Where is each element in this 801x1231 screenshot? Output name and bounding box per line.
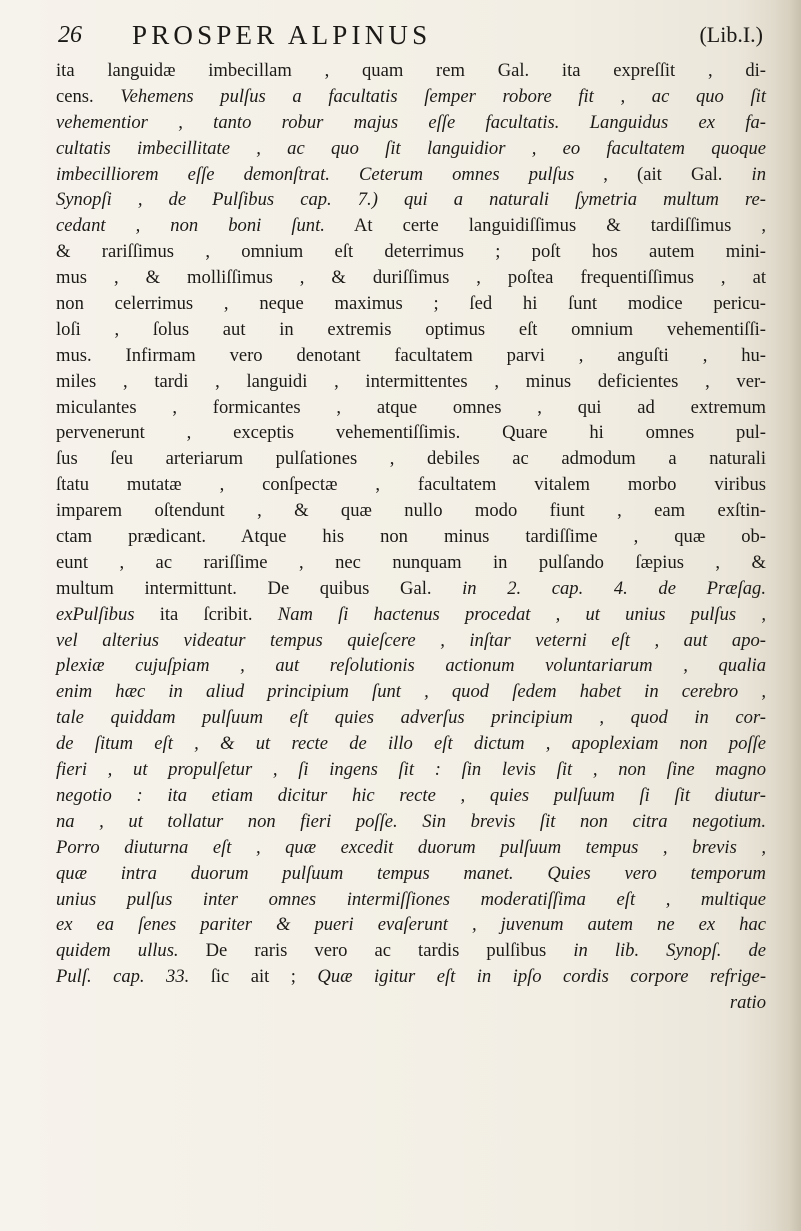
italic-segment: ex ea ſenes pariter & pueri evaſerunt , juvenum autem ne ex hac [56,914,766,936]
text-line [56,239,766,265]
italic-segment: tale quiddam pulſuum eſt quies adverſus principium , quod in cor- [56,707,766,729]
text-segment: cens. [56,85,121,107]
text-segment: & rariſſimus , omnium eſt deterrimus ; poſt hos autem mini- [56,241,766,263]
book-reference: (Lib.I.) [699,22,763,47]
text-segment: , (ait Gal. [574,163,752,185]
italic-segment: na , ut tollatur non fieri poſſe. Sin brevis ſit non citra negotium. [56,810,766,832]
text-line [56,343,766,369]
text-line [56,265,766,291]
text-line [56,990,766,1016]
italic-segment: in 2. cap. 4. de Præſag. [462,577,766,599]
text-line [56,84,766,110]
text-segment: ita languidæ imbecillam , quam rem Gal. ita expreſſit , di- [56,60,766,81]
italic-segment: quidem ullus. [56,940,179,962]
italic-segment: vehementior , tanto robur majus eſſe facultatis. Languidus ex fa- [56,111,766,133]
text-line [56,58,766,84]
text-segment: imparem oſtendunt , & quæ nullo modo fiunt , eam exſtin- [56,500,766,522]
text-line [56,628,766,654]
italic-segment: cedant , non boni ſunt. [56,215,325,237]
text-line [56,757,766,783]
text-line [56,887,766,913]
text-line [56,187,766,213]
text-line [56,679,766,705]
italic-segment: cultatis imbecillitate , ac quo ſit languidior , eo facultatem quoque [56,137,766,159]
italic-segment: Quæ igitur eſt in ipſo cordis corpore refrige- [317,966,767,988]
text-segment: ita ſcribit. [134,603,278,625]
text-line [56,705,766,731]
italic-segment: Nam ſi hactenus procedat , ut unius pulſus , [277,603,766,625]
text-segment: ſus ſeu arteriarum pulſationes , debiles ac admodum a naturali [56,448,766,470]
text-line [56,861,766,887]
text-line [56,550,766,576]
text-segment: non celerrimus , neque maximus ; ſed hi ſunt modice pericu- [56,293,766,315]
text-segment: pervenerunt , exceptis vehementiſſimis. Quare hi omnes pul- [56,422,766,444]
italic-segment: vel alterius videatur tempus quieſcere , inſtar veterni eſt , aut apo- [56,629,766,651]
text-segment: multum intermittunt. De quibus Gal. [56,577,463,599]
text-line [56,369,766,395]
text-segment: loſi , ſolus aut in extremis optimus eſt omnium vehementiſſi- [56,318,766,340]
text-segment: eunt , ac rariſſime , nec nunquam in pulſando ſæpius , & [56,551,766,573]
text-line [56,938,766,964]
text-line [56,576,766,602]
text-line [56,420,766,446]
italic-segment: ratio [729,992,766,1014]
text-segment: mus. Infirmam vero denotant facultatem parvi , anguſti , hu- [56,344,766,366]
text-line [56,964,766,990]
text-segment: miles , tardi , languidi , intermittentes , minus deficientes , ver- [56,370,766,392]
italic-segment: enim hæc in aliud principium ſunt , quod ſedem habet in cerebro , [56,681,766,703]
text-line [56,291,766,317]
text-line [56,472,766,498]
page-header [58,20,763,54]
text-line [56,524,766,550]
italic-segment: fieri , ut propulſetur , ſi ingens ſit : ſin levis ſit , non ſine magno [56,759,766,781]
italic-segment: negotio : ita etiam dicitur hic recte , quies pulſuum ſi ſit diutur- [56,784,766,806]
italic-segment: exPulſibus [56,603,135,625]
text-segment: ſic ait ; [189,966,318,988]
text-segment: ſtatu mutatæ , conſpectæ , facultatem vitalem morbo viribus [56,474,766,496]
body-text [56,58,766,1016]
italic-segment: de ſitum eſt , & ut recte de illo eſt dictum , apoplexiam non poſſe [56,733,766,755]
text-segment: De raris vero ac tardis pulſibus [178,940,574,962]
text-line [56,809,766,835]
italic-segment: quæ intra duorum pulſuum tempus manet. Quies vero temporum [56,862,766,884]
text-line [56,213,766,239]
text-line [56,835,766,861]
italic-segment: Porro diuturna eſt , quæ excedit duorum pulſuum tempus , brevis , [56,836,766,858]
text-line [56,110,766,136]
page-number: 26 [58,22,82,48]
text-line [56,912,766,938]
text-line [56,731,766,757]
text-line [56,395,766,421]
text-line [56,602,766,628]
text-segment: miculantes , formicantes , atque omnes , qui ad extremum [56,396,766,418]
italic-segment: Vehemens pulſus a facultatis ſemper robore fit , ac quo ſit [120,85,766,107]
text-line [56,783,766,809]
text-line [56,498,766,524]
italic-segment: unius pulſus inter omnes intermiſſiones moderatiſſima eſt , multique [56,888,766,910]
italic-segment: Pulſ. cap. 33. [56,966,190,988]
text-line [56,653,766,679]
text-segment: At certe languidiſſimus & tardiſſimus , [324,215,766,237]
text-line [56,317,766,343]
text-line [56,446,766,472]
italic-segment: imbecilliorem eſſe demonſtrat. Ceterum omnes pulſus [56,163,575,185]
italic-segment: in lib. Synopſ. de [573,940,766,962]
italic-segment: in [751,163,767,185]
italic-segment: Synopſi , de Pulſibus cap. 7.) qui a naturali ſymetria multum re- [56,189,766,211]
page-edge-shadow [775,0,801,1231]
italic-segment: plexiæ cujuſpiam , aut reſolutionis actionum voluntariarum , qualia [56,655,766,677]
text-segment: mus , & molliſſimus , & duriſſimus , poſtea frequentiſſimus , at [56,267,766,289]
text-line [56,136,766,162]
text-line [56,162,766,188]
text-segment: ctam prædicant. Atque his non minus tardiſſime , quæ ob- [56,526,766,548]
running-title: PROSPER ALPINUS [132,20,432,50]
